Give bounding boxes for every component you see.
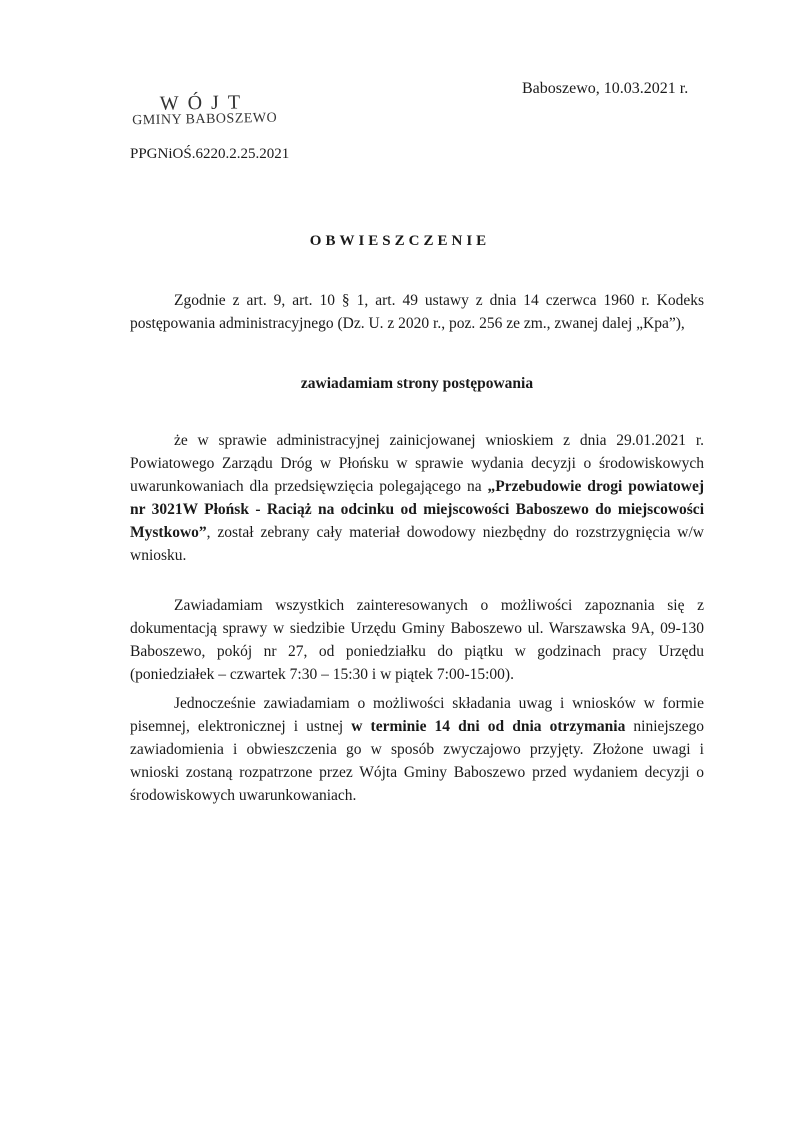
document-title: OBWIESZCZENIE [309, 233, 491, 249]
project-name: „Przebudowie drogi powiatowej nr 3021W Płońsk - Raciąż na odcinku od miejscowości Baboszewo do miejscowości Mystkowo” [130, 478, 704, 541]
paragraph-3-start: Jednocześnie zawiadamiam o możliwości składania uwag i wniosków w formie pisemnej, elektronicznej i ustnej [130, 695, 704, 735]
document-date: Baboszewo, 10.03.2021 r. [522, 80, 689, 97]
paragraph-2-block [130, 594, 704, 686]
paragraph-1 [130, 429, 704, 567]
deadline-text: w terminie 14 dni od dnia otrzymania [351, 718, 626, 735]
stamp-subtitle: GMINY BABOSZEWO [132, 110, 278, 129]
paragraph-1-block [130, 429, 704, 567]
office-stamp [132, 91, 278, 130]
intro-block [130, 289, 704, 335]
paragraph-1-start: że w sprawie administracyjnej zainicjowanej wnioskiem z dnia 29.01.2021 r. Powiatowego Zarządu Dróg w Płońsku w sprawie wydania decyzji o środowiskowych uwarunkowaniach dla przedsięwzięcia polegającego na [130, 432, 704, 495]
notice-heading: zawiadamiam strony postępowania [300, 375, 534, 392]
paragraph-2: Zawiadamiam wszystkich zainteresowanych o możliwości zapoznania się z dokumentacją sprawy w siedzibie Urzędu Gminy Baboszewo ul. Warszawska 9A, 09-130 Baboszewo, pokój nr 27, od poniedziałku do piątku w godzinach pracy Urzędu (poniedziałek – czwartek 7:30 – 15:30 i w piątek 7:00-15:00). [130, 597, 704, 683]
paragraph-3-end: niniejszego zawiadomienia i obwieszczenia go w sposób zwyczajowo przyjęty. Złożone uwagi i wnioski zostaną rozpatrzone przez Wójta Gminy Baboszewo przed wydaniem decyzji o środowiskowych uwarunkowaniach. [130, 718, 705, 804]
paragraph-3-block [130, 692, 704, 807]
stamp-title: WÓJT [159, 91, 250, 115]
reference-number: PPGNiOŚ.6220.2.25.2021 [130, 146, 290, 162]
paragraph-1-end: , został zebrany cały materiał dowodowy niezbędny do rozstrzygnięcia w/w wniosku. [130, 524, 704, 564]
notice-heading-block [130, 372, 704, 395]
paragraph-3 [130, 692, 704, 807]
intro-paragraph: Zgodnie z art. 9, art. 10 § 1, art. 49 ustawy z dnia 14 czerwca 1960 r. Kodeks postępowania administracyjnego (Dz. U. z 2020 r., poz. 256 ze zm., zwanej dalej „Kpa”), [130, 292, 704, 332]
